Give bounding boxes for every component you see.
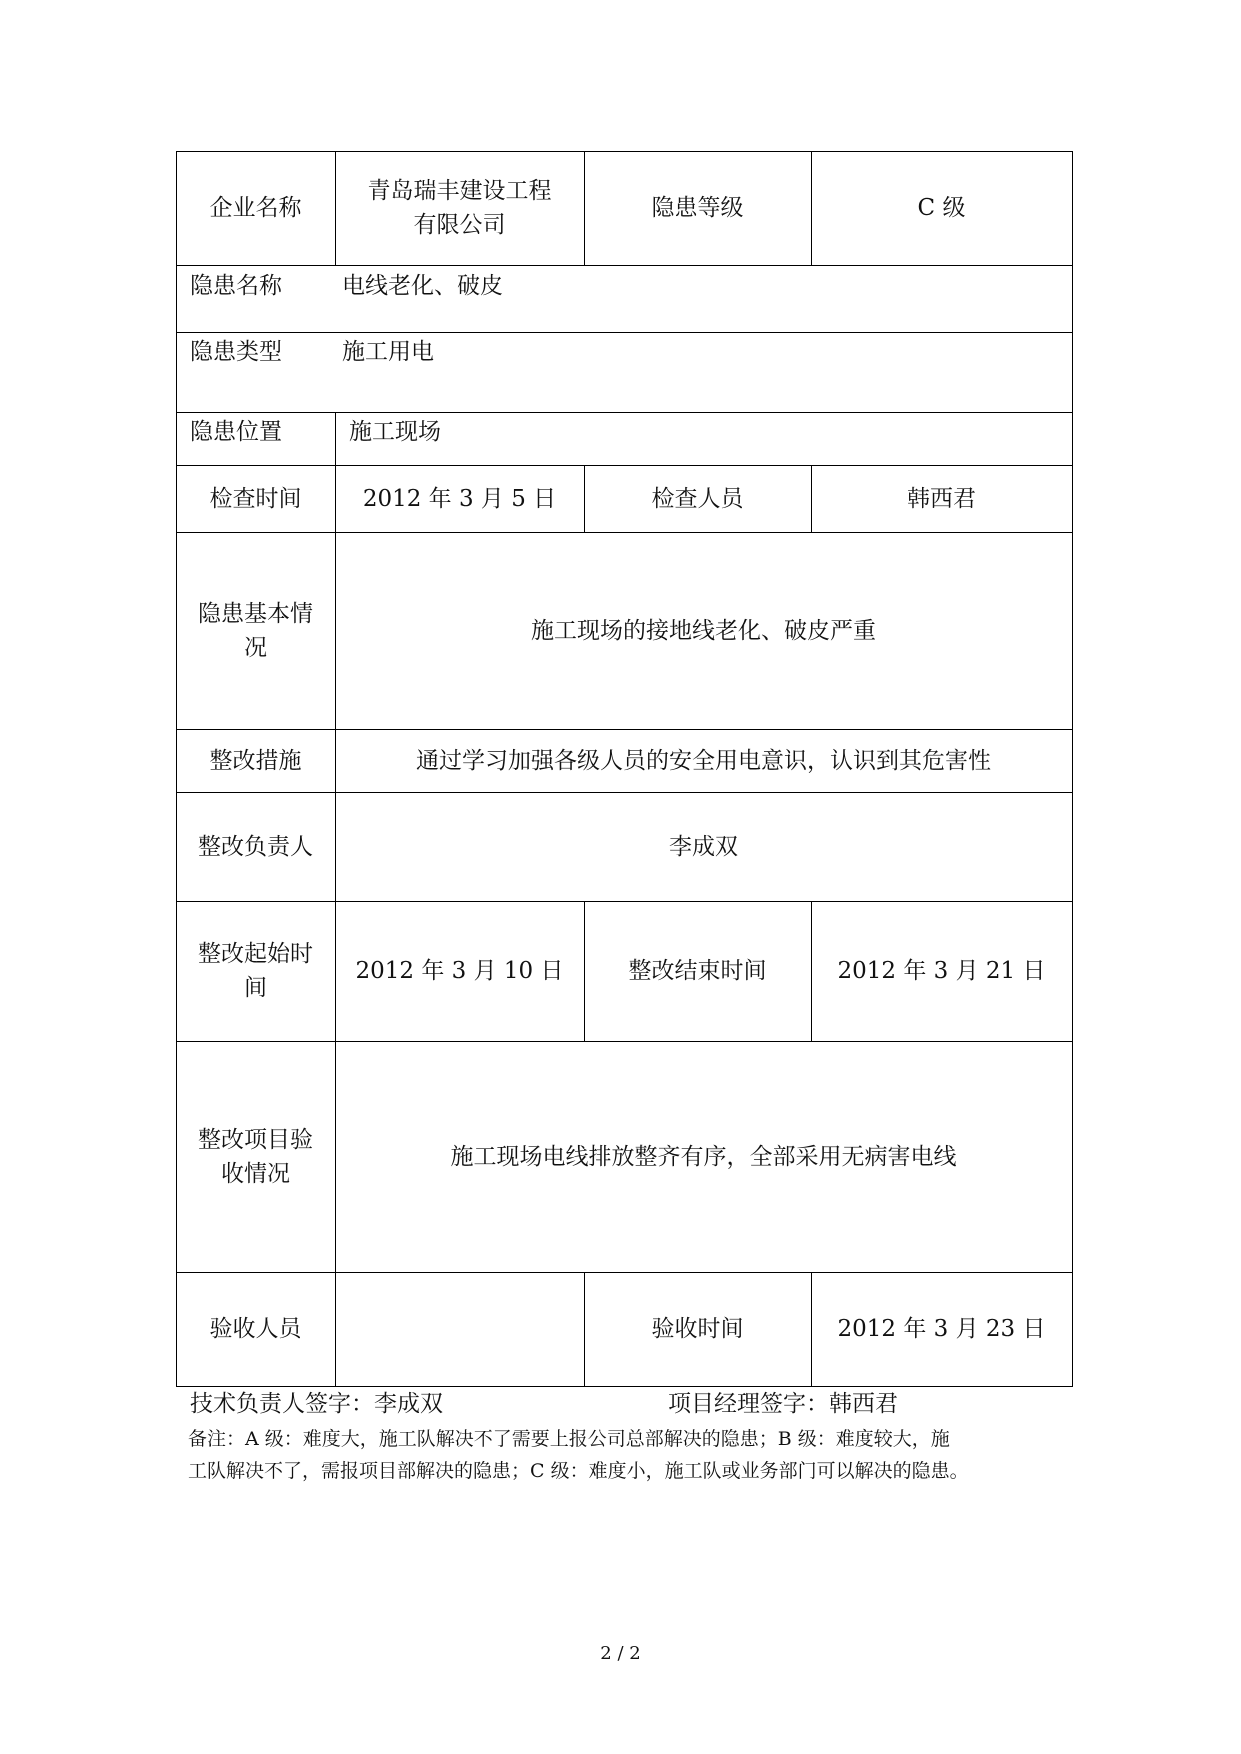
- basic-situation-value: 施工现场的接地线老化、破皮严重: [531, 617, 876, 644]
- acceptor-value: [335, 1272, 584, 1386]
- acceptance-value: 施工现场电线排放整齐有序，全部采用无病害电线: [450, 1143, 957, 1170]
- enterprise-value-line2: 有限公司: [413, 212, 506, 238]
- table-rule: [176, 265, 1073, 266]
- acceptance-label-line1: 整改项目验: [198, 1126, 313, 1153]
- table-border: [176, 1386, 1073, 1387]
- start-time-label-line1: 整改起始时: [198, 941, 313, 967]
- hazard-type-value: 施工用电: [342, 339, 434, 365]
- responsible-value: 李成双: [669, 833, 738, 860]
- inspection-time-label: 检查时间: [209, 485, 302, 512]
- acceptance-time-value: 2012 年 3 月 23 日: [837, 1316, 1046, 1342]
- inspector-value: 韩西君: [907, 485, 976, 512]
- note-line2: 工队解决不了，需报项目部解决的隐患；C 级：难度小，施工队或业务部门可以解决的隐患。: [188, 1460, 969, 1482]
- hazard-level-value: C 级: [917, 195, 966, 221]
- enterprise-value: [335, 151, 584, 265]
- responsible-label: 整改负责人: [198, 833, 313, 860]
- enterprise-value-line1: 青岛瑞丰建设工程: [367, 178, 552, 204]
- hazard-name-label: 隐患名称: [190, 273, 282, 299]
- acceptance-label: [176, 1041, 335, 1272]
- inspection-time-value: 2012 年 3 月 5 日: [362, 485, 557, 512]
- project-manager-signature: 项目经理签字：韩西君: [668, 1391, 898, 1417]
- table-rule: [176, 412, 1073, 413]
- basic-situation-label-line1: 隐患基本情: [198, 600, 313, 627]
- acceptance-time-label: 验收时间: [651, 1316, 744, 1342]
- page-number: 2 / 2: [600, 1643, 641, 1664]
- basic-situation-label-line2: 况: [244, 634, 267, 661]
- hazard-location-value: 施工现场: [349, 419, 441, 445]
- note-line1: 备注：A 级：难度大，施工队解决不了需要上报公司总部解决的隐患；B 级：难度较大，施: [188, 1428, 950, 1450]
- enterprise-label: 企业名称: [209, 195, 302, 221]
- hazard-type-label: 隐患类型: [190, 339, 282, 365]
- table-rule: [176, 332, 1073, 333]
- rectification-measures-value: 通过学习加强各级人员的安全用电意识，认识到其危害性: [416, 747, 991, 774]
- end-time-value: 2012 年 3 月 21 日: [837, 958, 1046, 984]
- hazard-location-label: 隐患位置: [190, 419, 282, 445]
- start-time-value: 2012 年 3 月 10 日: [355, 958, 564, 984]
- acceptance-label-line2: 收情况: [221, 1160, 290, 1187]
- end-time-label: 整改结束时间: [628, 958, 767, 984]
- hazard-level-label: 隐患等级: [651, 195, 744, 221]
- hazard-name-value: 电线老化、破皮: [342, 273, 503, 299]
- basic-situation-label: [176, 532, 335, 729]
- rectification-measures-label: 整改措施: [209, 747, 302, 774]
- acceptor-label: 验收人员: [209, 1316, 302, 1342]
- tech-lead-signature: 技术负责人签字：李成双: [190, 1391, 443, 1417]
- table-border: [1072, 151, 1073, 1386]
- inspector-label: 检查人员: [651, 485, 744, 512]
- start-time-label: [176, 901, 335, 1041]
- start-time-label-line2: 间: [244, 975, 267, 1001]
